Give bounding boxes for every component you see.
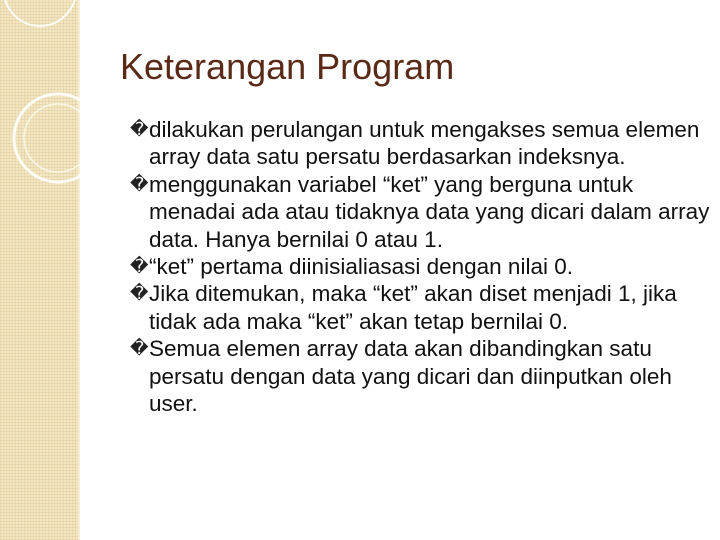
- bullet-marker: �: [130, 283, 149, 305]
- bullet-marker: �: [130, 119, 149, 140]
- bullet-list: [130, 116, 715, 417]
- slide-title: Keterangan Program: [120, 46, 455, 87]
- decorative-circles: [0, 0, 120, 200]
- bullet-text: Jika ditemukan, maka “ket” akan diset menjadi 1, jika tidak ada maka “ket” akan tetap bernilai 0.: [149, 281, 677, 334]
- bullet-marker: �: [130, 173, 149, 195]
- bullet-marker: �: [130, 338, 149, 360]
- bullet-text: menggunakan variabel “ket” yang berguna untuk menadai ada atau tidaknya data yang dicari dalam array data. Hanya bernilai 0 atau 1.: [149, 171, 710, 252]
- bullet-marker: �: [130, 256, 149, 278]
- bullet-text: Semua elemen array data akan dibandingkan satu persatu dengan data yang dicari dan diinputkan oleh user.: [149, 336, 672, 417]
- bullet-item: [130, 116, 715, 171]
- bullet-item: [130, 171, 715, 253]
- bullet-text: “ket” pertama diinisialiasasi dengan nilai 0.: [149, 254, 573, 280]
- bullet-item: [130, 280, 715, 335]
- bullet-text: dilakukan perulangan untuk mengakses semua elemen array data satu persatu berdasarkan indeksnya.: [149, 117, 700, 170]
- bullet-item: [130, 253, 715, 280]
- bullet-item: [130, 335, 715, 417]
